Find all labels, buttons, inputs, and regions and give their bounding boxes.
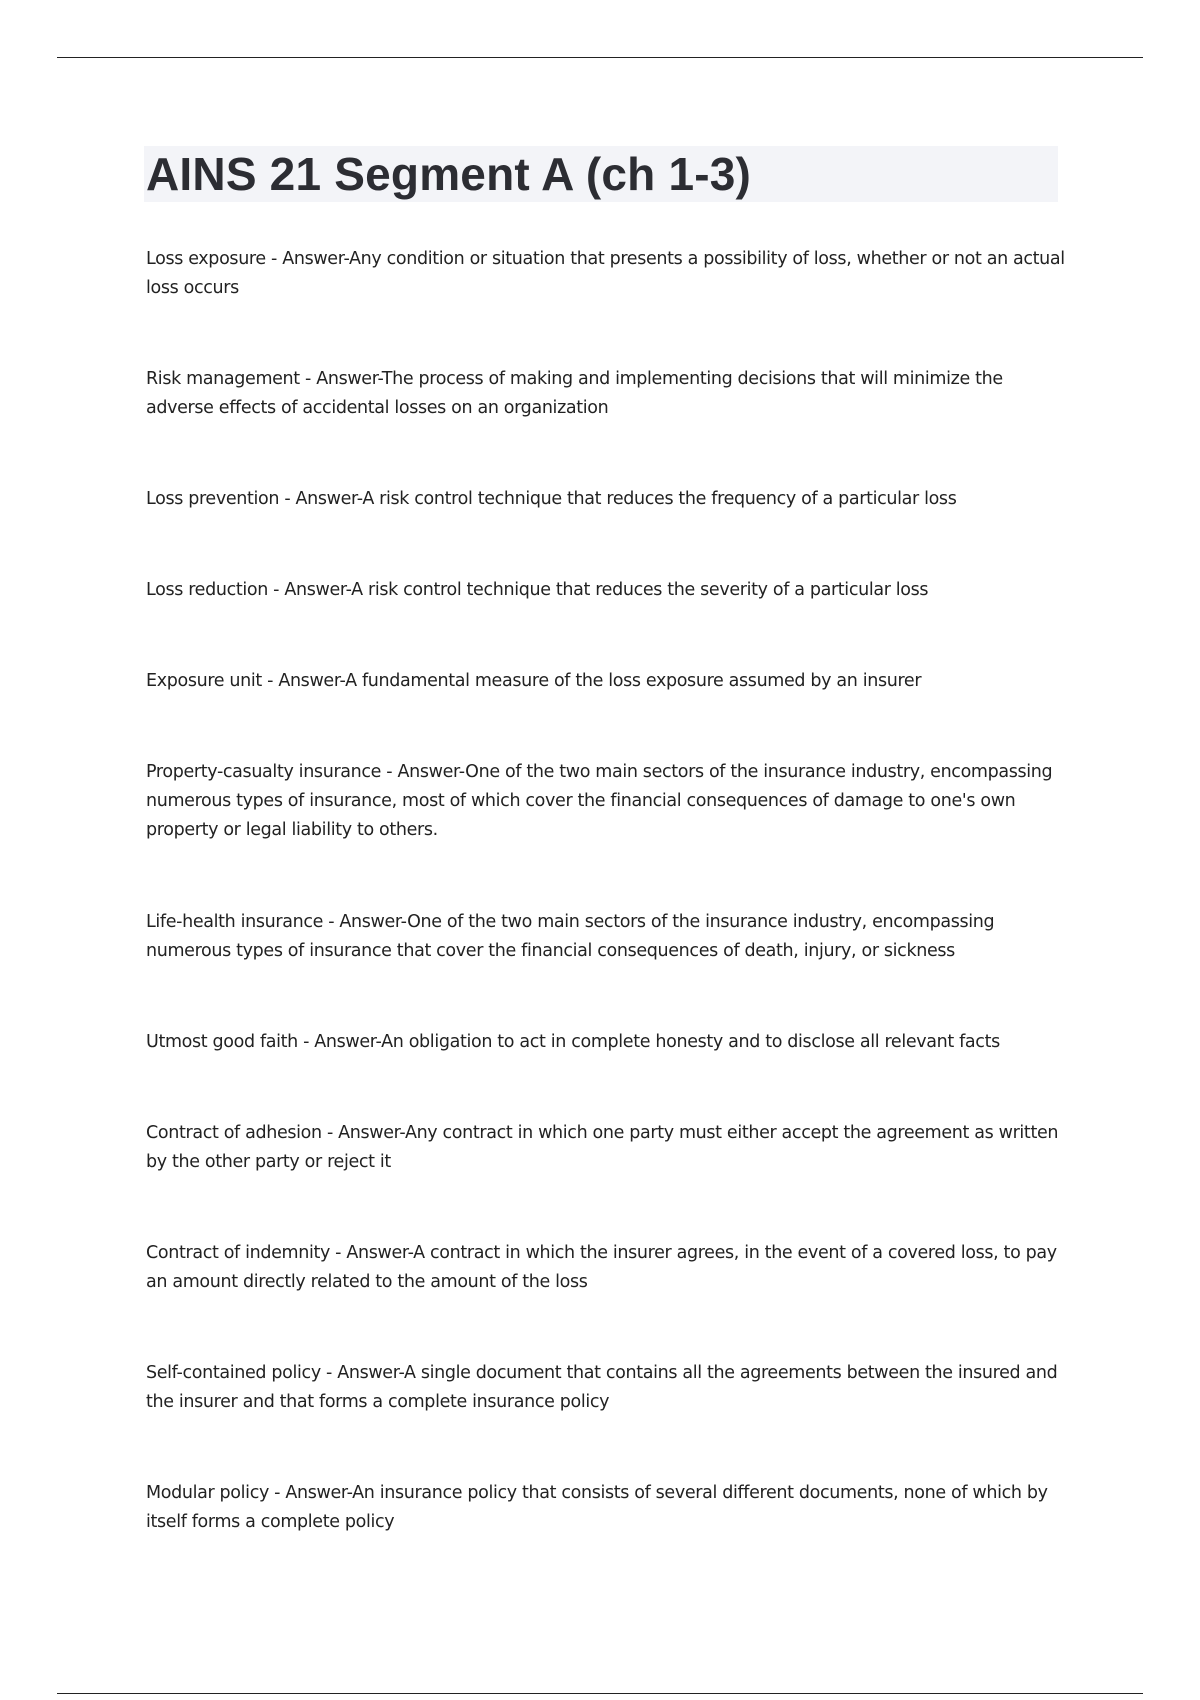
glossary-entry-modular-policy: Modular policy - Answer-An insurance policy that consists of several different documents, none of which by itself forms a complete policy xyxy=(146,1483,1048,1532)
glossary-entry-loss-exposure: Loss exposure - Answer-Any condition or situation that presents a possibility of loss, whether or not an actual loss occurs xyxy=(146,249,1065,298)
glossary-entry-life-health-insurance: Life-health insurance - Answer-One of the two main sectors of the insurance industry, encompassing numerous types of insurance that cover the financial consequences of death, injury, or sickness xyxy=(146,912,995,961)
bottom-divider xyxy=(57,1693,1143,1694)
glossary-entry-property-casualty-insurance: Property-casualty insurance - Answer-One of the two main sectors of the insurance industry, encompassing numerous types of insurance, most of which cover the financial consequences of damage to one's own property or legal liability to others. xyxy=(146,762,1053,840)
document-title: AINS 21 Segment A (ch 1-3) xyxy=(146,148,752,200)
glossary-entry-loss-prevention: Loss prevention - Answer-A risk control technique that reduces the frequency of a particular loss xyxy=(146,489,957,509)
glossary-entry-self-contained-policy: Self-contained policy - Answer-A single document that contains all the agreements between the insured and the insurer and that forms a complete insurance policy xyxy=(146,1363,1058,1412)
top-divider xyxy=(57,57,1143,58)
glossary-entry-contract-of-adhesion: Contract of adhesion - Answer-Any contract in which one party must either accept the agreement as written by the other party or reject it xyxy=(146,1123,1059,1172)
glossary-entry-risk-management: Risk management - Answer-The process of making and implementing decisions that will minimize the adverse effects of accidental losses on an organization xyxy=(146,369,1003,418)
glossary-entry-loss-reduction: Loss reduction - Answer-A risk control technique that reduces the severity of a particular loss xyxy=(146,580,929,600)
glossary-entry-exposure-unit: Exposure unit - Answer-A fundamental measure of the loss exposure assumed by an insurer xyxy=(146,671,922,691)
glossary-entry-contract-of-indemnity: Contract of indemnity - Answer-A contract in which the insurer agrees, in the event of a covered loss, to pay an amount directly related to the amount of the loss xyxy=(146,1243,1057,1292)
glossary-entry-utmost-good-faith: Utmost good faith - Answer-An obligation to act in complete honesty and to disclose all relevant facts xyxy=(146,1032,1000,1052)
